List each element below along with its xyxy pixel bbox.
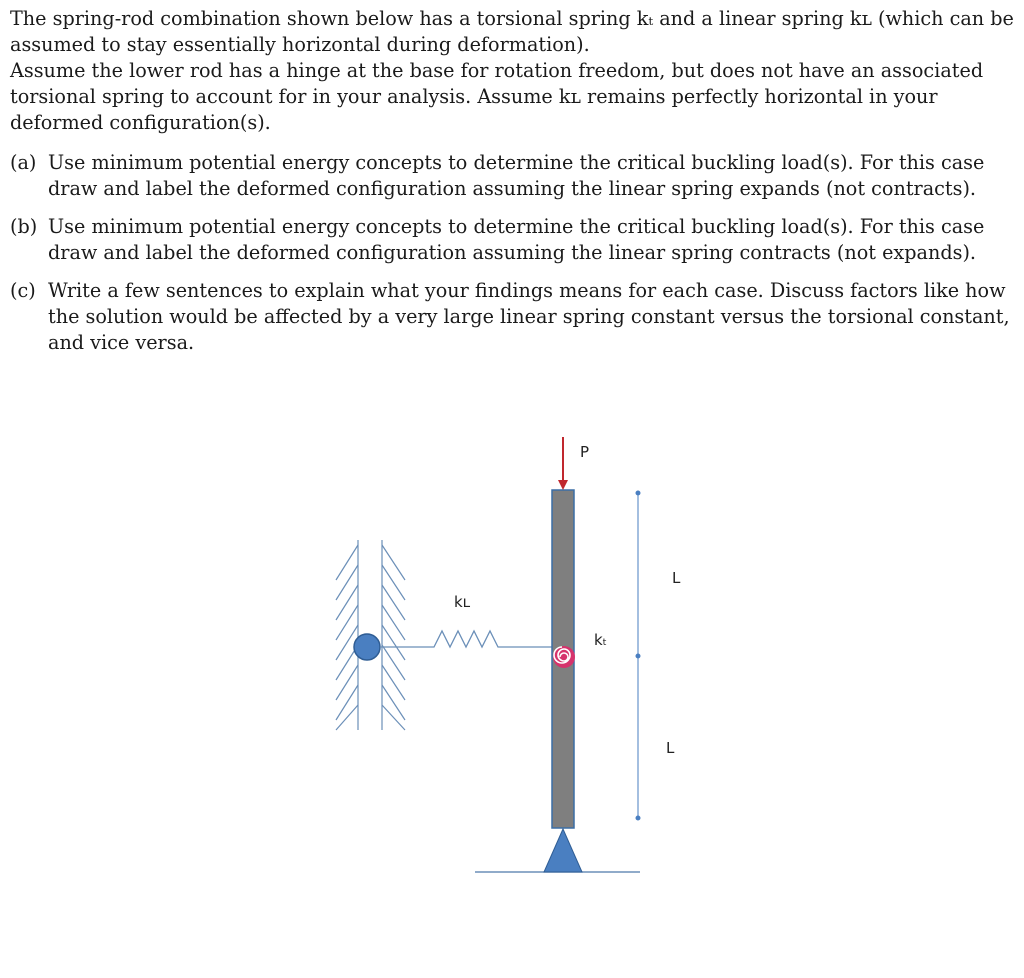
wall-hinge xyxy=(354,634,380,660)
load-label: P xyxy=(580,443,590,461)
upper-length-label: L xyxy=(672,569,681,587)
intro-paragraph-1: The spring-rod combination shown below has a torsional spring kₜ and a linear spring kʟ (which can be assumed to stay essentially horizontal during deformation). xyxy=(10,7,1014,56)
part-a-tag: (a) xyxy=(10,151,37,174)
part-c-tag: (c) xyxy=(10,279,36,302)
part-b-text: Use minimum potential energy concepts to determine the critical buckling load(s). For this case draw and label the deformed configuration assuming the linear spring contracts (not expands). xyxy=(48,215,985,264)
torsional-spring-label: kₜ xyxy=(594,631,608,649)
torsional-spring xyxy=(553,646,575,668)
base-pin-support xyxy=(544,829,582,872)
part-a-text: Use minimum potential energy concepts to determine the critical buckling load(s). For this case draw and label the deformed configuration assuming the linear spring expands (not contracts). xyxy=(48,151,985,200)
dimension-line xyxy=(636,491,640,820)
intro-paragraph-2: Assume the lower rod has a hinge at the base for rotation freedom, but does not have an associated torsional spring to account for in your analysis. Assume kʟ remains perfectly horizontal in your deformed configuration(s). xyxy=(10,59,984,134)
part-b-tag: (b) xyxy=(10,215,38,238)
part-c-text: Write a few sentences to explain what your findings means for each case. Discuss factors like how the solution would be affected by a very large linear spring constant versus the torsional constant, and vice versa. xyxy=(48,279,1010,354)
linear-spring-label: kʟ xyxy=(454,593,471,611)
linear-spring xyxy=(380,631,553,647)
load-arrow xyxy=(558,437,568,490)
lower-length-label: L xyxy=(666,739,675,757)
